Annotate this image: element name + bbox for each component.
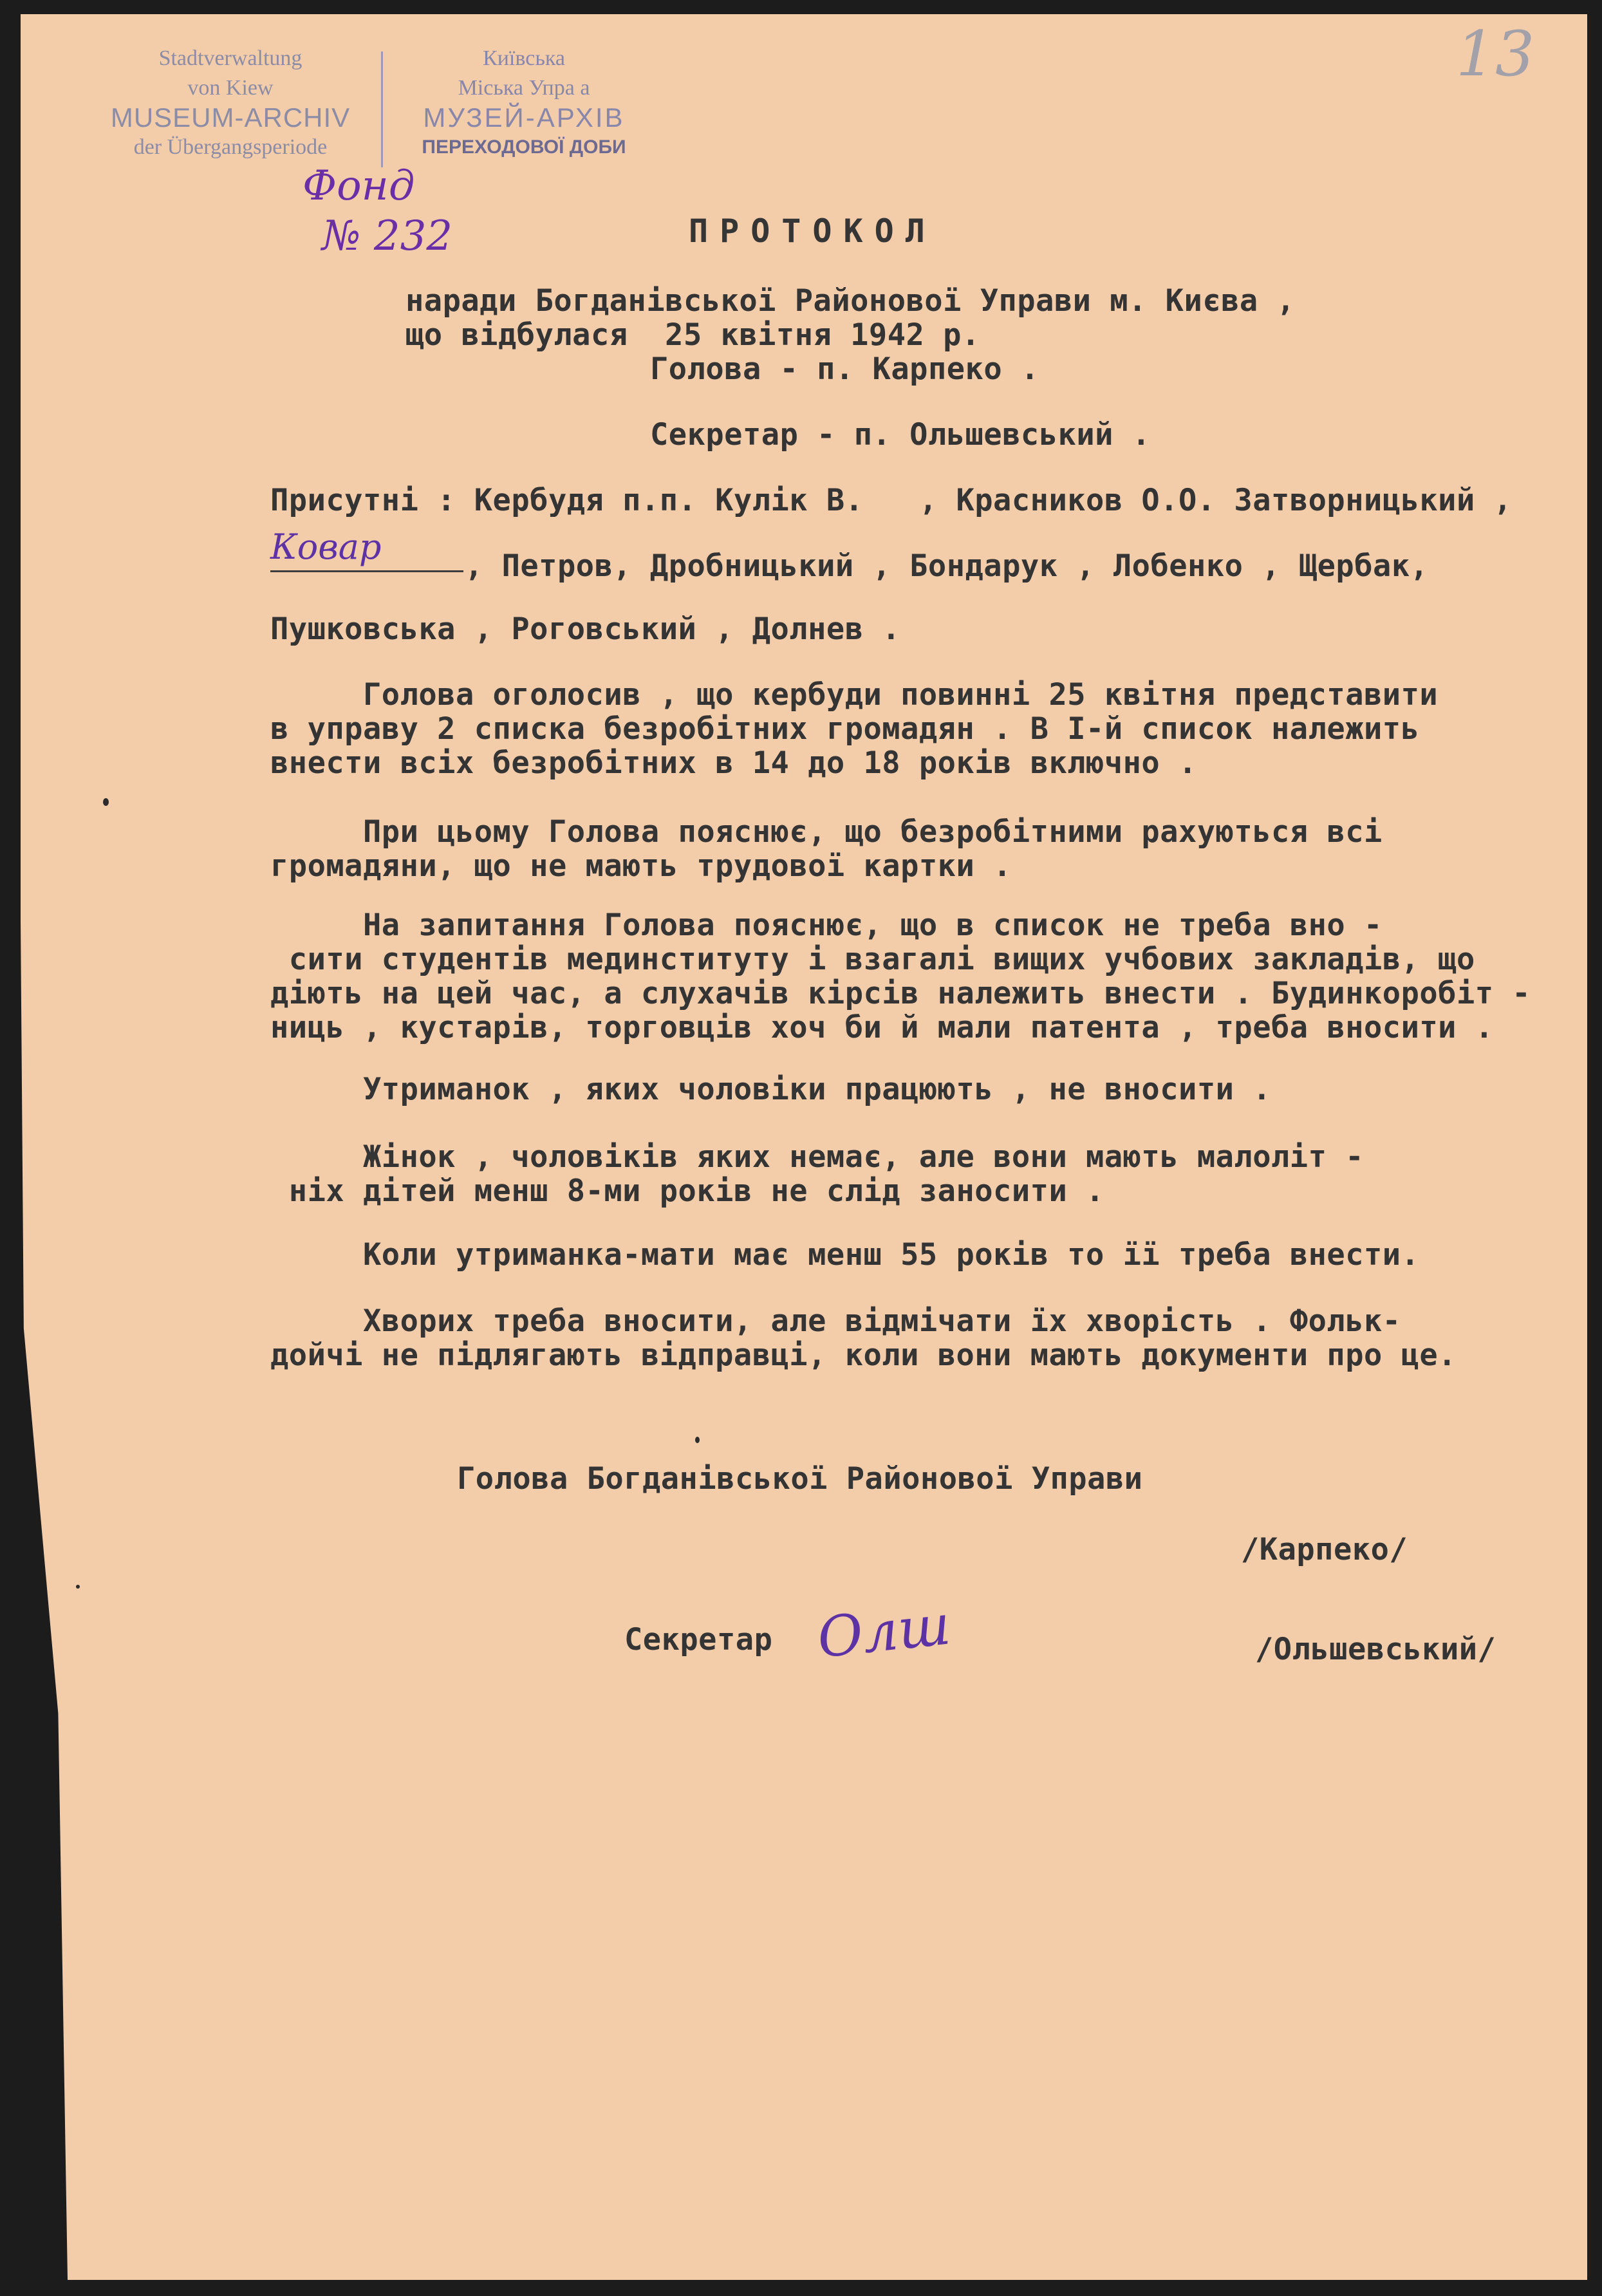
stamp-line: МУЗЕЙ-АРХІВ (423, 102, 625, 133)
fond-label: Фонд (303, 162, 415, 210)
archive-stamp-ukrainian (382, 44, 666, 179)
page-number: 13 (1456, 18, 1535, 90)
archive-stamp-german (82, 44, 378, 179)
paragraph-line: ниць , кустарів, торговців хоч би й мали патента , треба вносити . (270, 1010, 1494, 1045)
paragraph-line: Коли утриманка-мати має менш 55 років то її треба внести. (270, 1237, 1420, 1273)
secretary-name: /Ольшевський/ (1255, 1632, 1496, 1667)
ink-speck (76, 1585, 80, 1589)
paragraph-line: При цьому Голова пояснює, що безробітними рахуються всі (270, 814, 1383, 850)
paragraph-line: Жінок , чоловіків яких немає, але вони мають малоліт - (270, 1139, 1364, 1175)
paragraph-line: Голова оголосив , що кербуди повинні 25 квітня представити (270, 677, 1439, 713)
paragraph-line: сити студентів мединституту і взагалі вищих учбових закладів, що (270, 942, 1475, 977)
fond-note (303, 161, 452, 261)
paragraph-line: На запитання Голова пояснює, що в список не треба вно - (270, 908, 1383, 943)
stamp-line: Міська Упра а (458, 76, 590, 100)
stamp-line: Київська (483, 46, 565, 70)
header-line: що відбулася 25 квітня 1942 р. (405, 317, 980, 353)
attendees-line: Пушковська , Роговський , Долнев . (270, 611, 901, 647)
attendees-line: , Петров, Дробницький , Бондарук , Лобенко , Щербак, (465, 548, 1429, 584)
document-title: ПРОТОКОЛ (689, 212, 936, 250)
head-title: Голова Богданівської Районової Управи (457, 1461, 1143, 1497)
ink-speck (103, 798, 109, 806)
paragraph-line: в управу 2 списка безробітних громадян . В І-й список належить (270, 711, 1420, 747)
stamp-line: Stadtverwaltung (158, 46, 303, 70)
paragraph-line: ніх дітей менш 8-ми років не слід заносити . (270, 1173, 1104, 1209)
stamp-line: ПЕРЕХОДОВОЇ ДОБИ (422, 136, 626, 158)
paragraph-line: внести всіх безробітних в 14 до 18 років включно . (270, 745, 1197, 781)
secretary-label: Секретар (624, 1622, 773, 1657)
fond-number: № 232 (322, 212, 453, 260)
paragraph-line: громадяни, що не мають трудової картки . (270, 848, 1012, 884)
paragraph-line: Хворих треба вносити, але відмічати їх хворість . Фольк- (270, 1303, 1401, 1339)
paragraph-line: Утриманок , яких чоловіки працюють , не вносити . (270, 1072, 1272, 1107)
secretary-line: Секретар - п. Ольшевський . (650, 417, 1151, 453)
paragraph-line: дойчі не підлягають відправці, коли вони мають документи про це. (270, 1338, 1457, 1373)
paragraph-line: діють на цей час, а слухачів кірсів належить внести . Будинкоробіт - (270, 976, 1531, 1011)
stamp-line: MUSEUM-ARCHIV (110, 102, 351, 133)
head-name: /Карпеко/ (1241, 1532, 1408, 1567)
secretary-signature: Олш (814, 1592, 954, 1671)
attendees-line: Присутні : Кербудя п.п. Кулік В. , Красников О.О. Затворницький , (270, 483, 1513, 518)
ink-speck (695, 1437, 700, 1443)
stamp-line: von Kiew (187, 76, 274, 100)
header-line: наради Богданівської Районової Управи м. Києва , (405, 283, 1296, 319)
handwritten-underline (270, 570, 463, 572)
stamp-line: der Übergangsperiode (133, 135, 328, 159)
handwritten-attendee: Ковар (270, 527, 382, 567)
header-line: Голова - п. Карпеко . (650, 351, 1039, 387)
